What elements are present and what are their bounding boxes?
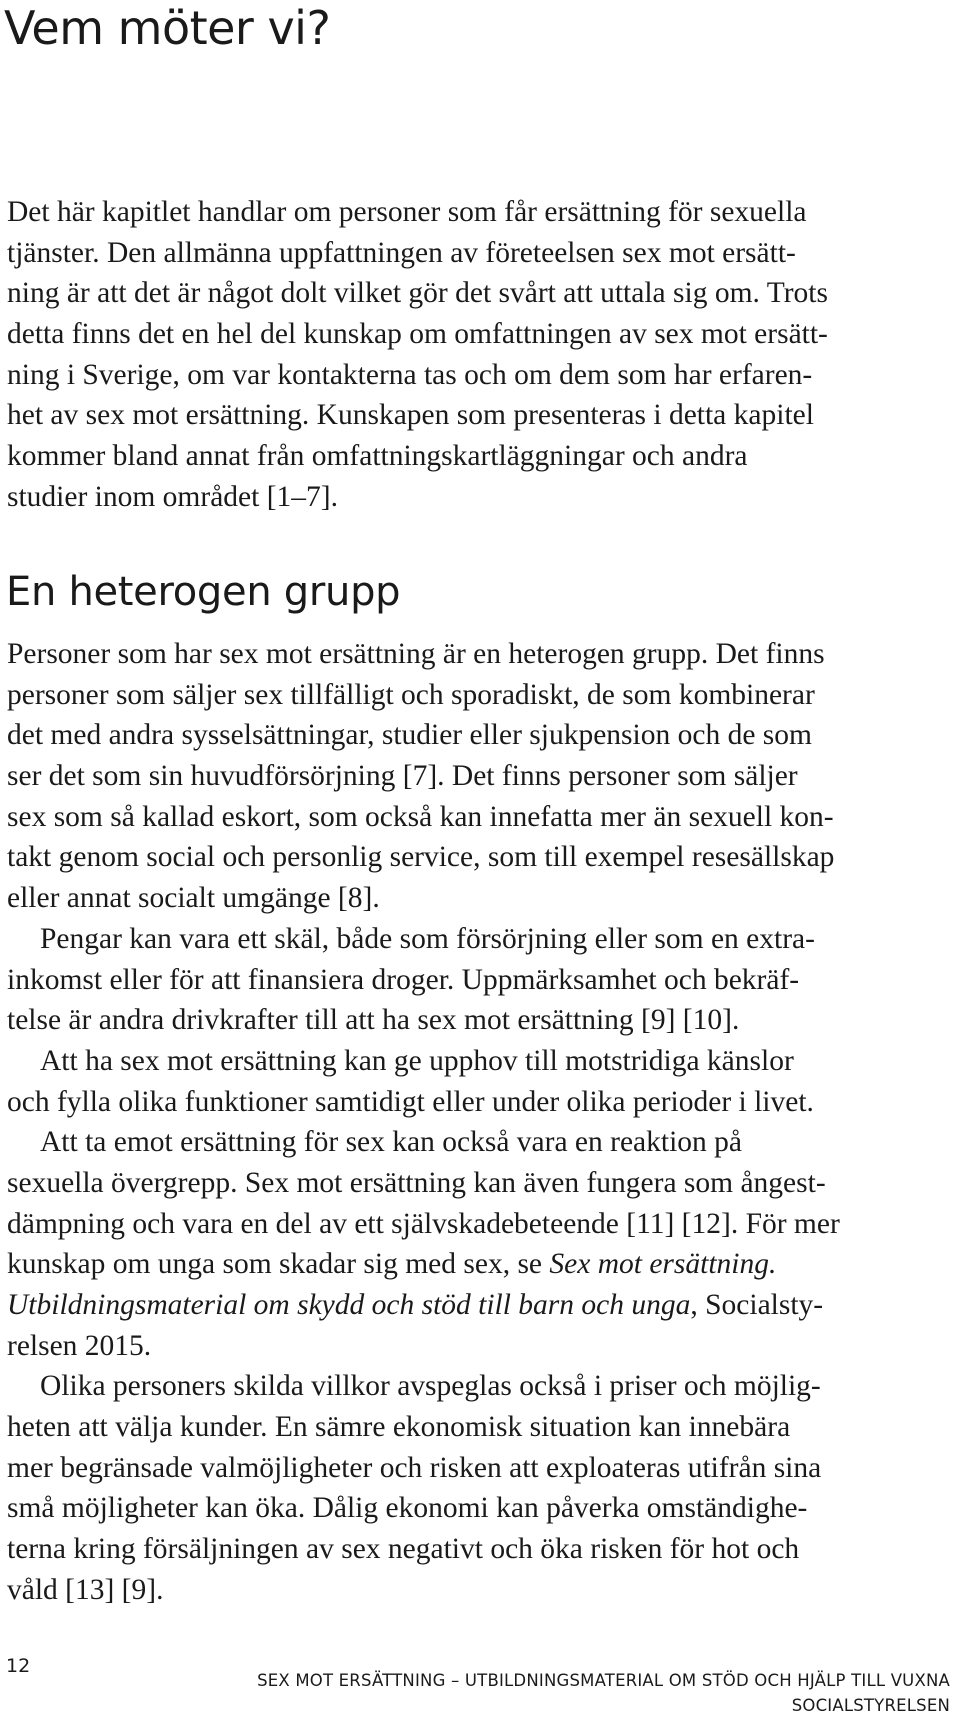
text-line: Att ta emot ersättning för sex kan också vara en reaktion på [40, 1126, 743, 1159]
intro-paragraph [7, 192, 907, 518]
text-line: heten att välja kunder. En sämre ekonomisk situation kan innebära [7, 1411, 791, 1444]
text-line [7, 1285, 947, 1326]
text-line: Olika personers skilda villkor avspeglas också i priser och möjlig- [40, 1370, 821, 1403]
text-line: telse är andra drivkrafter till att ha sex mot ersättning [9] [10]. [7, 1004, 740, 1037]
text-line [7, 1244, 947, 1285]
text-line: sexuella övergrepp. Sex mot ersättning kan även fungera som ångest- [7, 1166, 826, 1199]
text-line: personer som säljer sex tillfälligt och sporadiskt, de som kombinerar [7, 678, 815, 711]
text-line: Det här kapitlet handlar om personer som får ersättning för sexuella [7, 196, 807, 228]
text-line: eller annat socialt umgänge [8]. [7, 882, 380, 915]
text-line: terna kring försäljningen av sex negativt och öka risken för hot och [7, 1533, 800, 1566]
text-line: mer begränsade valmöjligheter och risken att exploateras utifrån sina [7, 1451, 822, 1484]
text-segment: kunskap om unga som skadar sig med sex, se [7, 1248, 550, 1281]
text-line: och fylla olika funktioner samtidigt eller under olika perioder i livet. [7, 1085, 814, 1118]
citation-title-italic: Utbildningsmaterial om skydd och stöd till barn och unga [7, 1289, 691, 1321]
footer-publication-title: SEX MOT ERSÄTTNING – UTBILDNINGSMATERIAL OM STÖD OCH HJÄLP TILL VUXNA [257, 1671, 950, 1690]
text-line: små möjligheter kan öka. Dålig ekonomi kan påverka omständighe- [7, 1492, 808, 1525]
text-line: Personer som har sex mot ersättning är en heterogen grupp. Det finns [7, 638, 825, 670]
text-line: våld [13] [9]. [7, 1573, 164, 1606]
text-line: het av sex mot ersättning. Kunskapen som presenteras i detta kapitel [7, 399, 814, 432]
text-line: studier inom området [1–7]. [7, 480, 338, 513]
text-line: ning är att det är något dolt vilket gör det svårt att uttala sig om. Trots [7, 277, 828, 310]
citation-title-italic: Sex mot ersättning. [549, 1248, 777, 1281]
section-body [7, 634, 947, 1611]
text-line: ning i Sverige, om var kontakterna tas och om dem som har erfaren- [7, 358, 813, 391]
text-line: Pengar kan vara ett skäl, både som försörjning eller som en extra- [40, 922, 815, 955]
text-line: inkomst eller för att finansiera droger. Uppmärksamhet och bekräf- [7, 963, 800, 996]
chapter-title: Vem möter vi? [4, 1, 331, 55]
page-number: 12 [6, 1655, 31, 1677]
running-footer [257, 1668, 950, 1718]
text-line: relsen 2015. [7, 1329, 152, 1362]
section-heading: En heterogen grupp [6, 569, 401, 615]
footer-publisher: SOCIALSTYRELSEN [791, 1696, 950, 1715]
text-line: ser det som sin huvudförsörjning [7]. Det finns personer som säljer [7, 760, 798, 793]
text-line: Att ha sex mot ersättning kan ge upphov till motstridiga känslor [40, 1044, 794, 1077]
text-line: kommer bland annat från omfattningskartläggningar och andra [7, 440, 748, 473]
text-line: det med andra sysselsättningar, studier eller sjukpension och de som [7, 719, 812, 752]
text-line: dämpning och vara en del av ett självskadebeteende [11] [12]. För mer [7, 1207, 840, 1240]
text-segment: , Socialsty- [690, 1289, 824, 1321]
text-line: takt genom social och personlig service, som till exempel resesällskap [7, 841, 835, 874]
text-line: sex som så kallad eskort, som också kan innefatta mer än sexuell kon- [7, 800, 834, 833]
text-line: tjänster. Den allmänna uppfattningen av företeelsen sex mot ersätt- [7, 236, 796, 269]
text-line: detta finns det en hel del kunskap om omfattningen av sex mot ersätt- [7, 318, 828, 351]
